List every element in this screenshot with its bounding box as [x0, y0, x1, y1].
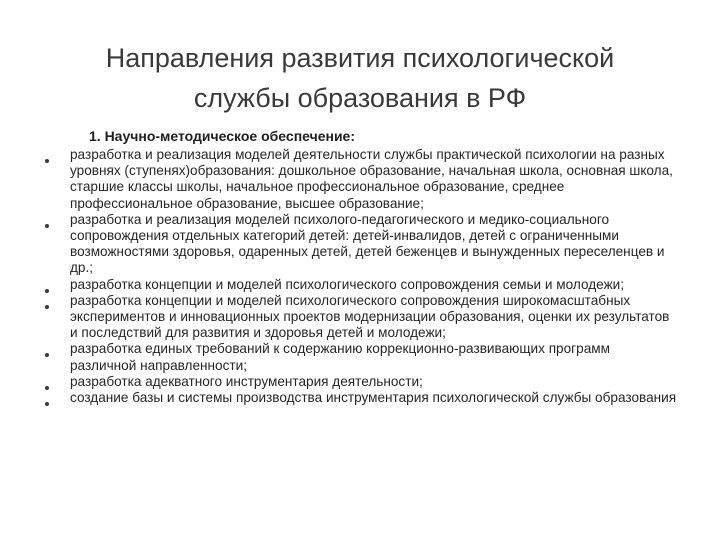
list-item — [40, 147, 680, 212]
bullet-icon — [45, 224, 49, 228]
section-subheading: 1. Научно-методическое обеспечение: — [89, 128, 356, 144]
bullet-list — [40, 147, 680, 406]
list-item-text: разработка концепции и моделей психологического сопровождения семьи и молодежи; — [70, 276, 625, 292]
list-item-text: разработка и реализация моделей деятельности службы практической психологии на разных уровнях (ступенях)образования: дошкольное образование, начальная школа, основная школа, старшие классы школы, начальное профессиональное образование, среднее профессиональное образование, высшее образование; — [70, 147, 673, 211]
title-line-2: службы образования в РФ — [193, 83, 527, 113]
slide-content — [40, 128, 680, 406]
list-item-text: разработка единых требований к содержанию коррекционно-развивающих программ различной направленности; — [70, 341, 610, 373]
bullet-icon — [45, 159, 49, 163]
list-item — [40, 293, 680, 342]
list-item-text: создание базы и системы производства инструментария психологической службы образования — [70, 390, 677, 406]
slide-title — [60, 38, 660, 118]
list-item-text: разработка концепции и моделей психологического сопровождения широкомасштабных экспериментов и инновационных проектов модернизации образования, оценки их результатов и последствий для развития и здоровья детей и молодежи; — [70, 292, 670, 341]
list-item — [40, 341, 680, 373]
list-item — [40, 374, 680, 390]
list-item-text: разработка и реализация моделей психолого-педагогического и медико-социального сопровождения отдельных категорий детей: детей-инвалидов, детей с ограниченными возможностями здоровья, одаренных детей, детей беженцев и вынужденных переселенцев и др.; — [70, 211, 665, 276]
list-item — [40, 277, 680, 293]
bullet-icon — [45, 353, 49, 357]
list-item — [40, 390, 680, 406]
bullet-icon — [45, 305, 49, 309]
title-line-1: Направления развития психологической — [105, 43, 615, 73]
list-item — [40, 212, 680, 277]
bullet-icon — [45, 402, 49, 406]
list-item-text: разработка адекватного инструментария деятельности; — [70, 373, 423, 389]
